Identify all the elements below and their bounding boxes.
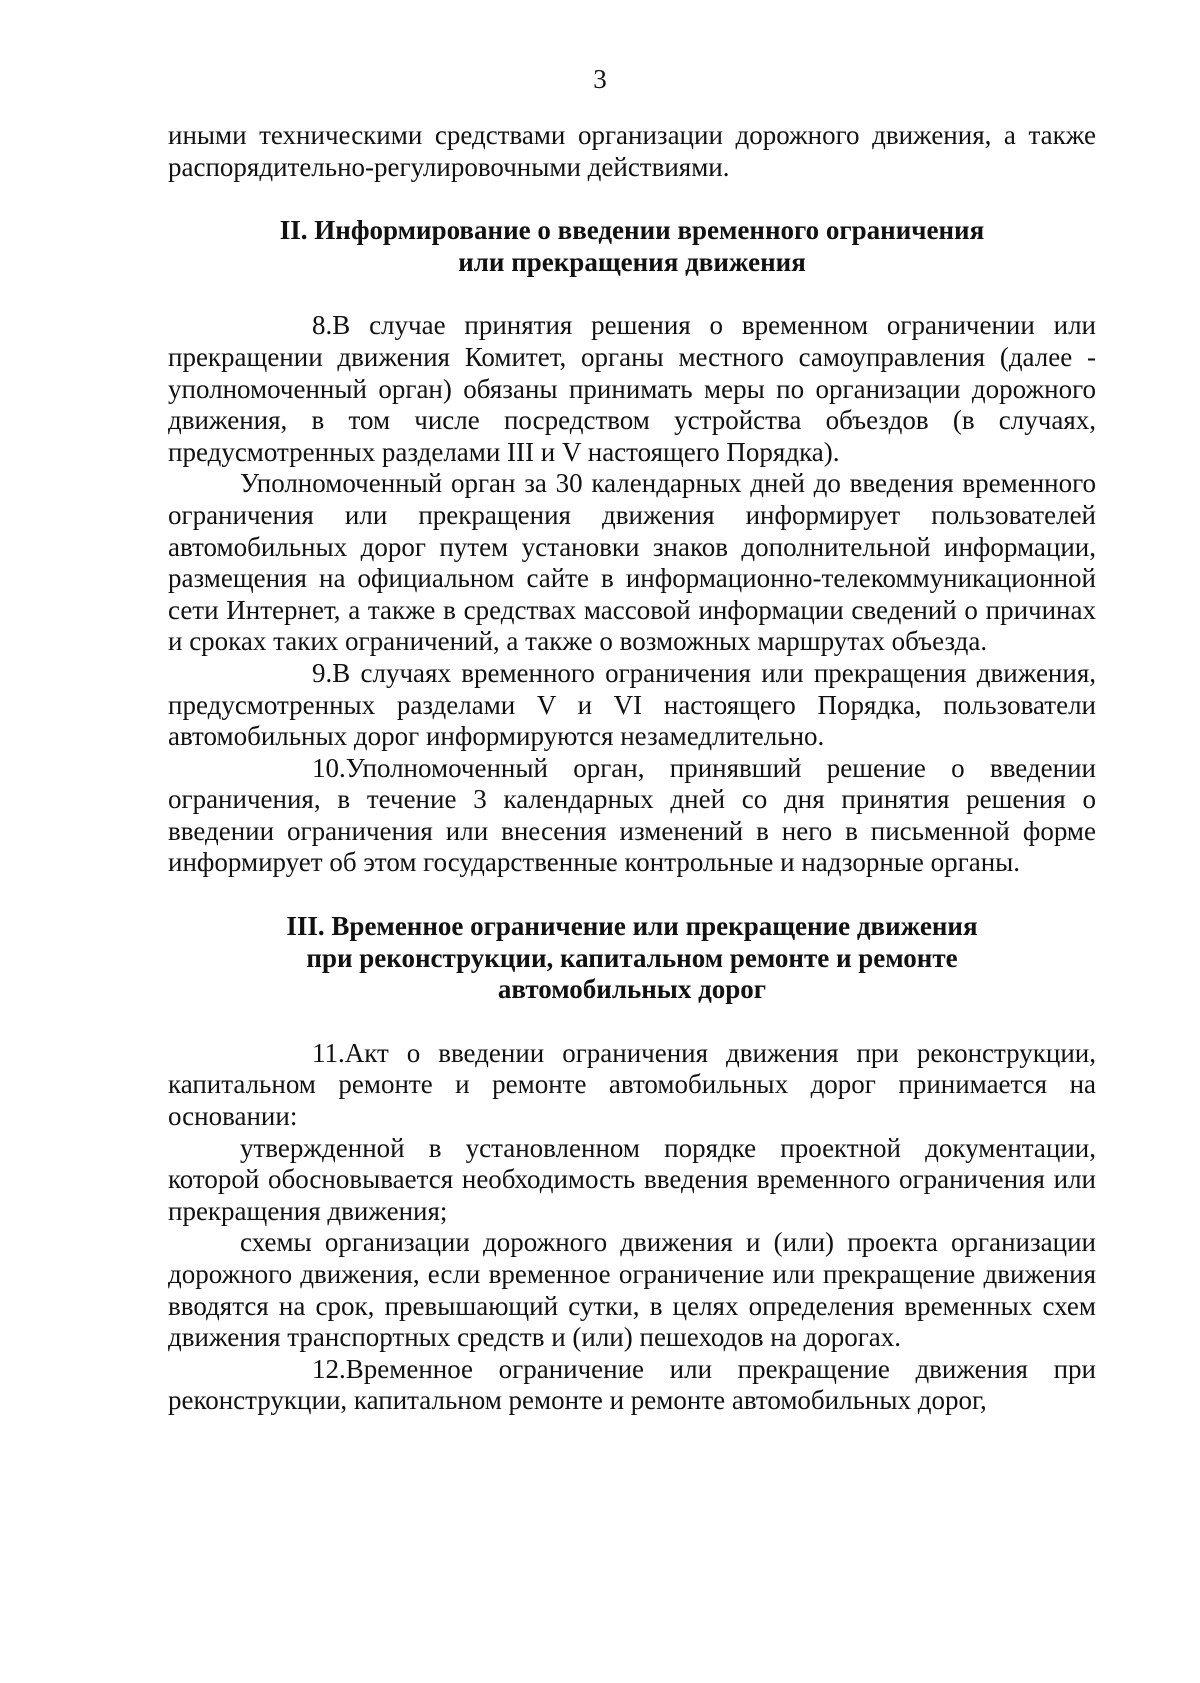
paragraph-11-number: 11. [312,1037,345,1068]
paragraph-12 [168,1354,1096,1417]
paragraph-8-continuation: Уполномоченный орган за 30 календарных дней до введения временного ограничения или прекращения движения информирует пользователей автомобильных дорог путем установки знаков дополнительной информации, размещения на официальном сайте в информационно-телекоммуникационной сети Интернет, а также в средствах массовой информации сведений о причинах и сроках таких ограничений, а также о возможных маршрутах объезда. [168,468,1096,657]
section-2-heading [168,215,1096,278]
paragraph-11 [168,1038,1096,1133]
paragraph-8 [168,310,1096,468]
document-body [168,120,1096,1417]
page-number: 3 [593,64,607,94]
section-2-heading-line-1: II. Информирование о введении временного ограничения [279,215,985,246]
section-3-heading [168,911,1096,1006]
paragraph-11-item-1: утвержденной в установленном порядке проектной документации, которой обосновывается необходимость введения временного ограничения или прекращения движения; [168,1132,1096,1226]
paragraph-11-item-2: схемы организации дорожного движения и (или) проекта организации дорожного движения, если временное ограничение или прекращение движения вводятся на срок, превышающий сутки, в целях определения временных схем движения транспортных средств и (или) пешеходов на дорогах. [168,1227,1096,1353]
paragraph-12-text: Временное ограничение или прекращение движения при реконструкции, капитальном ремонте и ремонте автомобильных дорог, [168,1353,1096,1416]
paragraph-8-number: 8. [312,310,333,341]
paragraph-9-number: 9. [312,657,333,688]
section-2-heading-line-2: или прекращения движения [458,246,806,277]
paragraph-9-text: В случаях временного ограничения или прекращения движения, предусмотренных разделами V и VI настоящего Порядка, пользователи автомобильных дорог информируются незамедлительно. [168,657,1096,752]
paragraph-9 [168,658,1096,753]
section-3-heading-line-2: при реконструкции, капитальном ремонте и ремонте [306,942,958,973]
paragraph-continuation: иными техническими средствами организации дорожного движения, а также распорядительно-регулировочными действиями. [168,120,1096,182]
paragraph-10-number: 10. [312,752,346,783]
paragraph-8-text: В случае принятия решения о временном ограничении или прекращении движения Комитет, органы местного самоуправления (далее - уполномоченный орган) обязаны принимать меры по организации дорожного движения, в том числе посредством устройства объездов (в случаях, предусмотренных разделами III и V настоящего Порядка). [168,310,1096,467]
paragraph-11-text: Акт о введении ограничения движения при реконструкции, капитальном ремонте и ремонте автомобильных дорог принимается на основании: [168,1037,1096,1132]
paragraph-10-text: Уполномоченный орган, принявший решение о введении ограничения, в течение 3 календарных дней со дня принятия решения о введении ограничения или внесения изменений в него в письменной форме информирует об этом государственные контрольные и надзорные органы. [168,752,1096,878]
paragraph-12-number: 12. [312,1353,346,1384]
section-3-heading-line-3: автомобильных дорог [497,974,767,1005]
paragraph-10 [168,753,1096,879]
section-3-heading-line-1: III. Временное ограничение или прекращение движения [286,911,978,942]
